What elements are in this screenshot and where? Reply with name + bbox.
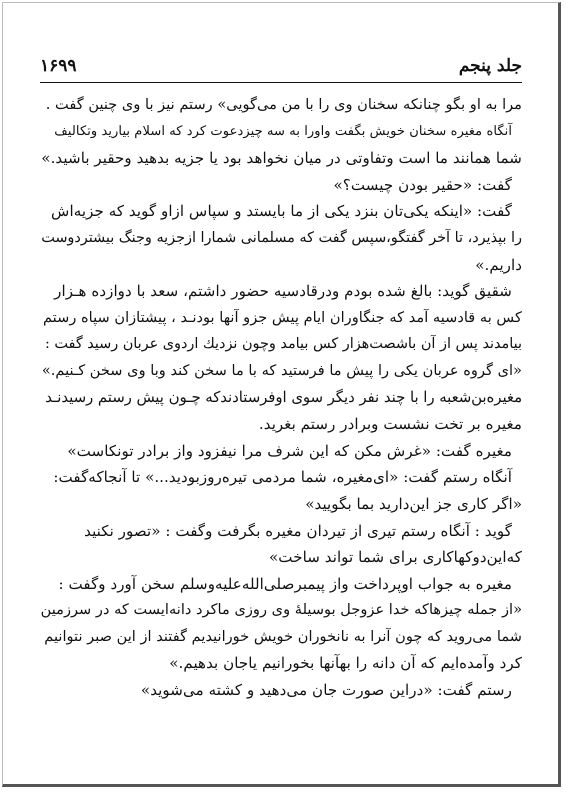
body-text (40, 92, 522, 704)
volume-title: جلد پنجم (458, 56, 522, 76)
text-line: شما همانند ما است وتفاوتی در میان نخواهد بود یا جزیه بدهید وحقیر باشید.» (41, 149, 522, 168)
text-line: کس به قادسیه آمد که جنگاوران ایام پیش جزو آنها بودنـد ، پیشتازان سپاه رستم (42, 308, 522, 326)
text-line: «از جمله چیزهاکه خدا عزوجل بوسیلهٔ وی روزی ماکرد دانه‌ایست که در سرزمین (40, 601, 522, 619)
text-line: بیامدند پس از آن باشصت‌هزار کس بیامد وچون نزدیك اردوی عربان رسید گفت : (44, 336, 522, 353)
text-line: رستم گفت: «دراین صورت جان می‌دهید و کشته می‌شوید» (140, 681, 512, 700)
text-line: «ای گروه عربان یکی را پیش ما فرستید که با ما سخن کند وبا وی سخن کـنیم.» (41, 361, 522, 379)
text-line: گوید : آنگاه رستم تیری از تیردان مغیره بگرفت وگفت : «تصور نکنید (84, 521, 512, 540)
text-line: کرد وآمده‌ایم که آن دانه را بهآنها بخورانیم یاجان بدهیم.» (169, 654, 522, 673)
text-line: مغیره گفت: «غرش مکن که این شرف مرا نیفزود واز برادر تونکاست» (67, 441, 512, 460)
page-number: ۱۶۹۹ (40, 56, 77, 76)
text-line: گفت: «اینکه یکی‌تان بنزد یکی از ما بایستد و سپاس ازاو گوید که جزیه‌اش (50, 202, 512, 221)
text-line: مغیره به جواب اوپرداخت واز پیمبرصلی‌الله‌علیه‌وسلم سخن آورد وگفت : (58, 574, 512, 593)
text-line: مغیره‌بن‌شعبه را با چند نفر دیگر سوی اوفرستادندکه چـون پیش رستم رسیدنـد (45, 388, 522, 406)
text-line: مرا به او بگو چنانکه سخنان وی را با من می‌گویی» رستم نیز با وی چنین گفت . (45, 96, 522, 113)
text-line: که‌این‌دوکهاکاری برای شما تواند ساخت» (268, 548, 522, 567)
text-line: گفت: «حقیر بودن چیست؟» (333, 175, 512, 194)
text-line: داریم.» (475, 255, 522, 274)
text-line: مغیره بر تخت نشست وبرادر رستم بغرید. (258, 415, 522, 434)
header-divider (40, 82, 522, 83)
text-line: آنگاه مغیره سخنان خویش بگفت واورا به سه چیزدعوت کرد که اسلام بیارید وتکالیف (54, 123, 512, 139)
text-line: آنگاه رستم گفت: «ای‌مغیره، شما مردمی تیره‌روزبودید...» تا آنجاکه‌گفت: (53, 468, 512, 487)
text-line: شما می‌روید که چون آنرا به نانخوران خویش خورانیدیم گفتند از این صبر نتوانیم (44, 627, 522, 645)
text-line: را بپذیرد، تا آخر گفتگو،سپس گفت که مسلمانی شمارا ازجزیه وجنگ بیشتردوست (41, 229, 522, 246)
text-line: شقیق گوید: بالغ شده بودم ودرقادسیه حضور داشتم، سعد با دوازده هـزار (54, 282, 512, 301)
text-line: «اگر کاری جز این‌دارید بما بگویید» (305, 494, 522, 513)
running-header (40, 56, 522, 80)
